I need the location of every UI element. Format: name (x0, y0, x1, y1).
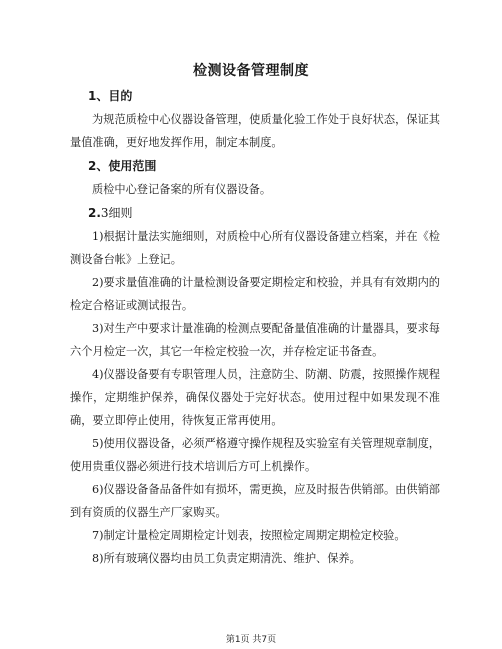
page-number: 第1页 共7页 (225, 635, 277, 645)
rule-item: 5)使用仪器设备，必须严格遵守操作规程及实验室有关管理规章制度，使用贵重仪器必须进行技术培训后方可上机操作。 (70, 437, 440, 473)
paragraph: 为规范质检中心仪器设备管理，使质量化验工作处于良好状态，保证其量值准确，更好地发挥作用，制定本制度。 (70, 113, 440, 149)
rule-item: 6)仪器设备备品备件如有损坏，需更换，应及时报告供销部。由供销部到有资质的仪器生产厂家购买。 (70, 483, 440, 519)
section-heading-scope: 2、使用范围 (88, 159, 157, 173)
rule-item: 8)所有玻璃仪器均由员工负责定期清洗、维护、保养。 (92, 552, 361, 565)
section-heading-rules-text: 3细则 (100, 206, 133, 220)
rule-item: 3)对生产中要求计量准确的检测点要配备量值准确的计量器具，要求每六个月检定一次，其它一年检定校验一次，并存检定证书备查。 (70, 322, 440, 358)
section-heading-rules-number: 2. (88, 206, 101, 220)
section-heading-rules (88, 201, 440, 225)
rule-item: 2)要求量值准确的计量检测设备要定期检定和校验，并具有有效期内的检定合格证或测试报告。 (70, 276, 440, 312)
paragraph: 质检中心登记备案的所有仪器设备。 (92, 183, 272, 196)
rule-item: 7)制定计量检定周期检定计划表，按照检定周期定期检定校验。 (92, 529, 406, 542)
section-heading-purpose: 1、目的 (88, 89, 133, 103)
rule-item: 4)仪器设备要有专职管理人员，注意防尘、防潮、防震，按照操作规程操作，定期维护保养，确保仪器处于完好状态。使用过程中如果发现不准确，要立即停止使用，待恢复正常再使用。 (70, 368, 440, 427)
document-body (70, 84, 440, 570)
document-title: 检测设备管理制度 (193, 63, 309, 79)
rule-item: 1)根据计量法实施细则，对质检中心所有仪器设备建立档案，并在《检测设备台帐》上登记。 (70, 230, 440, 266)
